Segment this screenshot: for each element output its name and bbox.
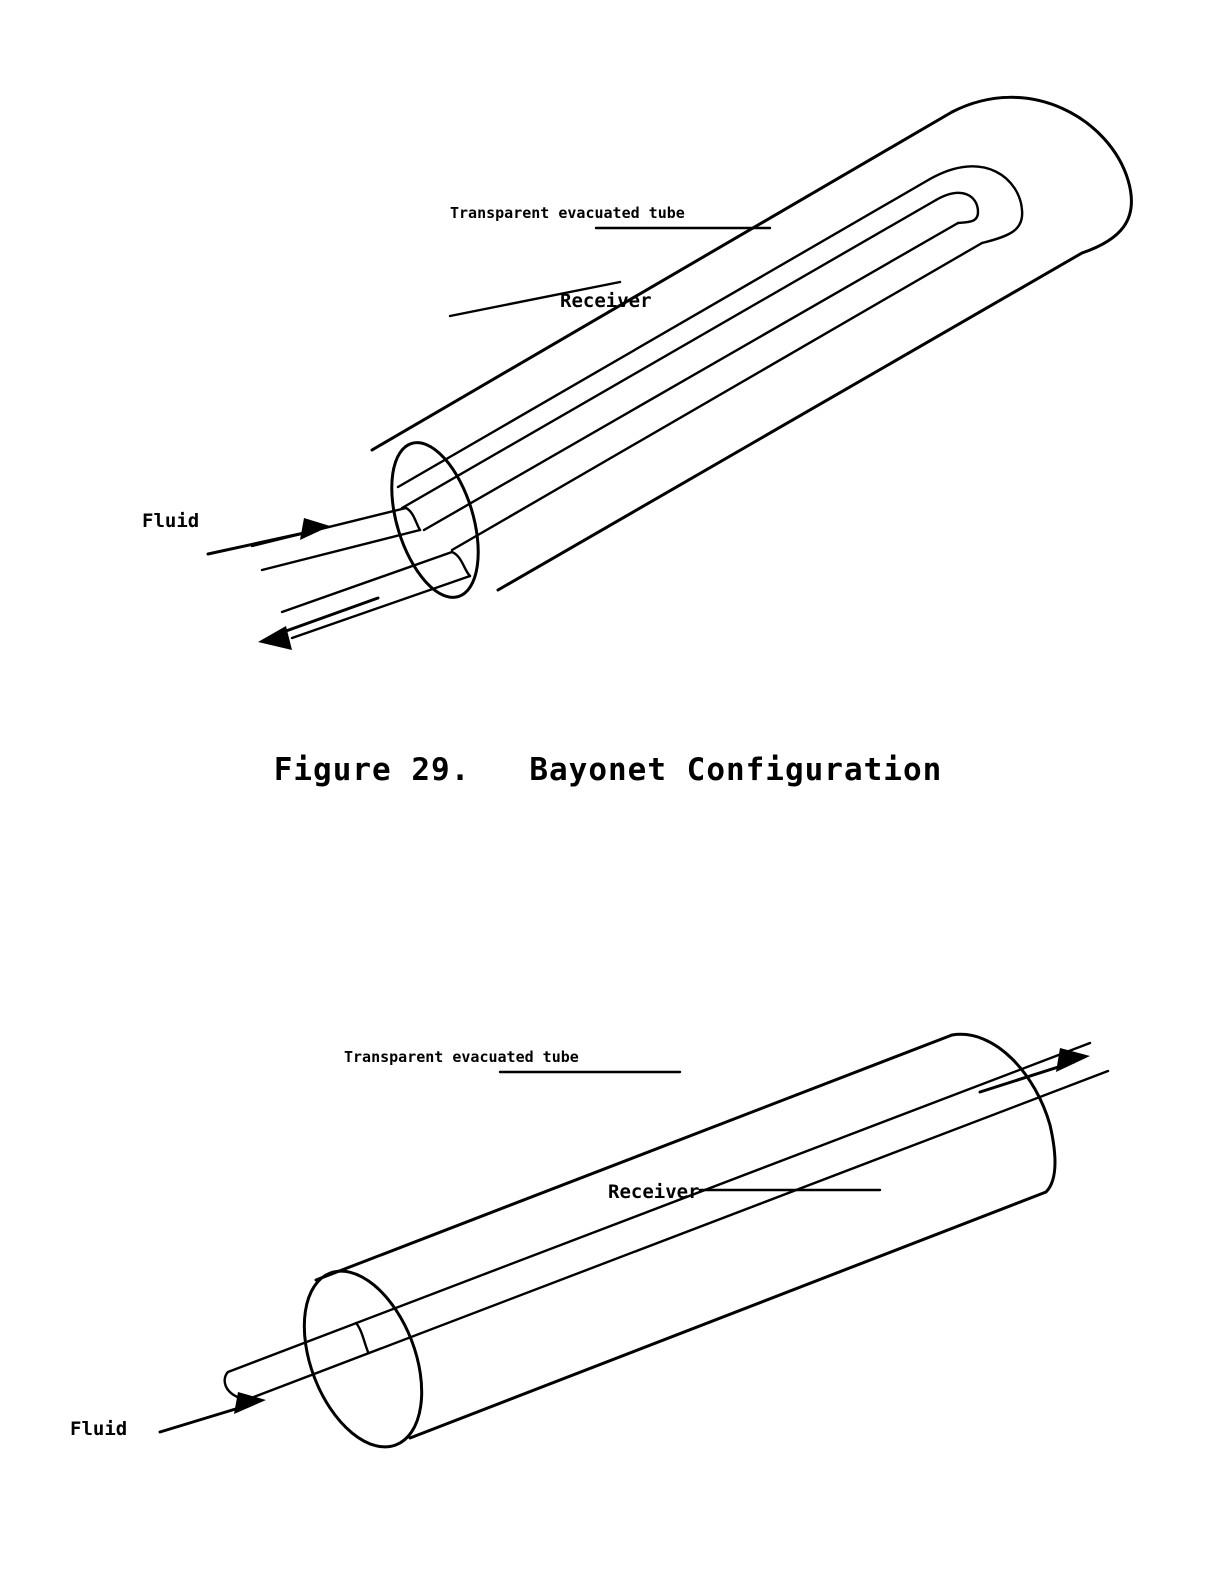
fluid-label-bottom: Fluid (70, 1418, 128, 1440)
figure-through-flow-configuration (0, 980, 1216, 1580)
evacuated-tube-outline-bottom (281, 1034, 1054, 1463)
fluid-label-top: Fluid (142, 510, 200, 532)
receiver-tube-outline-bottom (225, 1043, 1108, 1400)
tube-label-bottom: Transparent evacuated tube (344, 1048, 579, 1066)
figure-bayonet-configuration (0, 60, 1216, 700)
receiver-tube-outline (398, 166, 1022, 550)
fluid-inlet-arrow (208, 518, 330, 554)
figure-caption: Figure 29. Bayonet Configuration (273, 752, 943, 788)
fluid-inlet-arrow-bottom (160, 1392, 266, 1432)
tube-label-top: Transparent evacuated tube (450, 204, 685, 222)
receiver-label-bottom: Receiver (608, 1181, 700, 1203)
receiver-label-top: Receiver (560, 290, 652, 312)
fluid-outlet-arrow (258, 598, 378, 650)
